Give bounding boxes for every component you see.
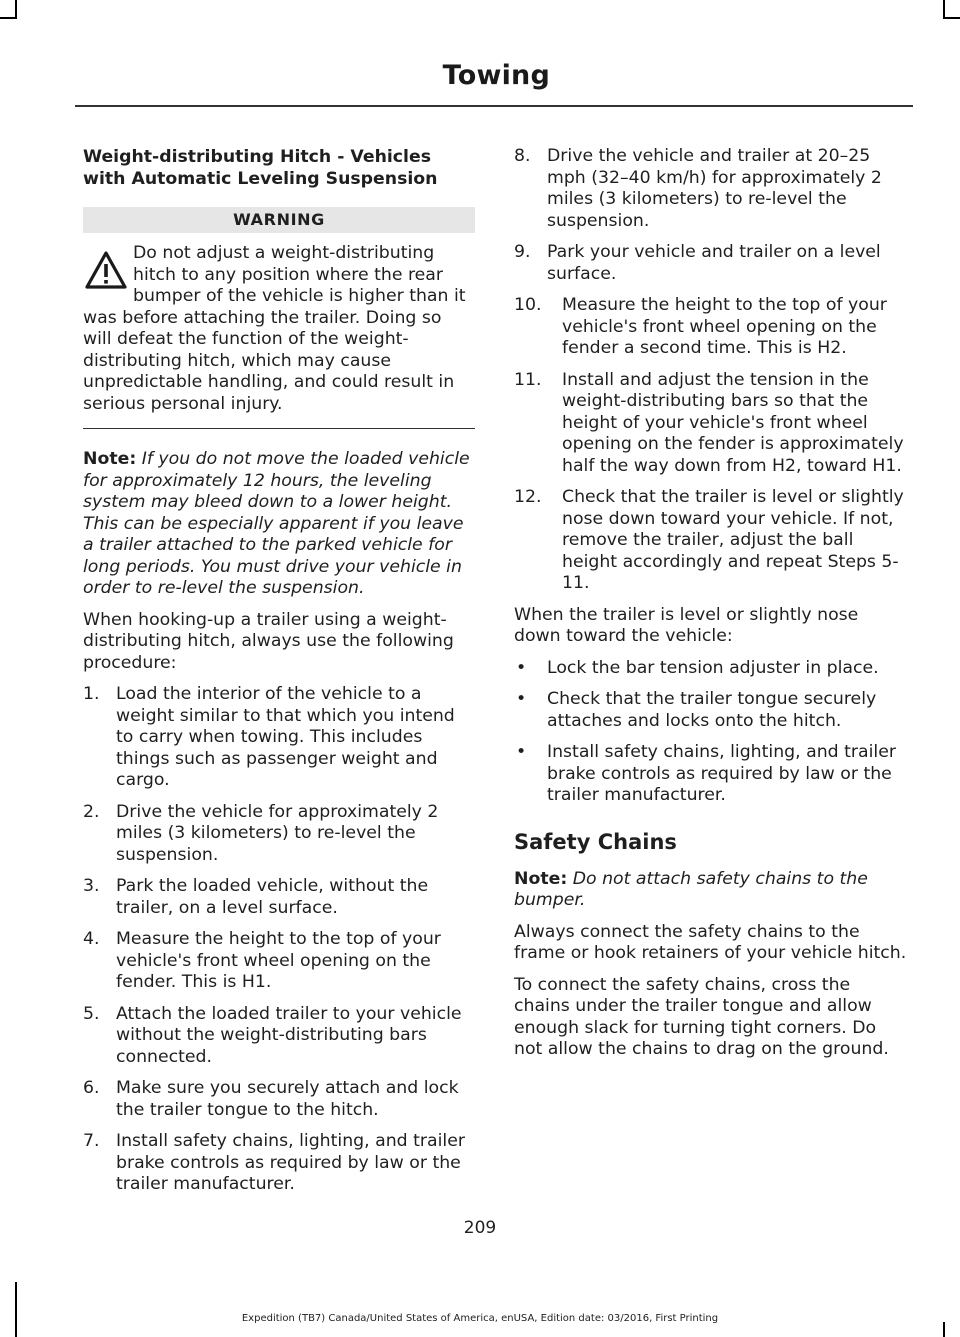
step-item	[83, 929, 475, 994]
step-text: Attach the loaded trailer to your vehicle without the weight-distributing bars connected.	[116, 1003, 462, 1067]
step-number: 5.	[83, 1003, 100, 1024]
step-text: Measure the height to the top of your vehicle's front wheel opening on the fender a second time. This is H2.	[562, 295, 887, 358]
body-paragraph: To connect the safety chains, cross the chains under the trailer tongue and allow enough slack for turning tight corners. Do not allow the chains to drag on the ground.	[514, 974, 889, 1059]
page-title: Towing	[442, 60, 550, 91]
step-number: 3.	[83, 876, 100, 896]
left-column	[83, 146, 475, 1206]
section-title: Safety Chains	[514, 829, 677, 854]
level-intro-paragraph: When the trailer is level or slightly nose down toward the vehicle:	[514, 604, 859, 646]
step-text: Drive the vehicle for approximately 2 miles (3 kilometers) to re-level the suspension.	[116, 801, 439, 865]
warning-label: WARNING	[83, 207, 475, 233]
header-divider	[75, 105, 913, 107]
step-number: 10.	[514, 295, 542, 315]
crop-mark	[15, 1282, 17, 1337]
note-label: Note:	[514, 868, 568, 889]
procedure-steps-continued-2	[514, 295, 908, 595]
footer-text: Expedition (TB7) Canada/United States of America, enUSA, Edition date: 03/2016, First Printing	[241, 1313, 719, 1324]
step-number: 4.	[83, 929, 100, 949]
procedure-steps	[83, 684, 475, 1196]
step-item	[83, 876, 475, 919]
bullet: •	[516, 742, 527, 762]
crop-mark	[943, 17, 960, 19]
crop-mark	[15, 0, 17, 18]
step-text: Park your vehicle and trailer on a level surface.	[547, 242, 881, 284]
step-text: Make sure you securely attach and lock the trailer tongue to the hitch.	[116, 1078, 459, 1120]
step-item	[514, 242, 908, 285]
procedure-steps-continued	[514, 146, 908, 285]
bullet: •	[516, 689, 527, 709]
list-item-text: Install safety chains, lighting, and trailer brake controls as required by law or the trailer manufacturer.	[547, 742, 896, 805]
step-text: Install safety chains, lighting, and trailer brake controls as required by law or the trailer manufacturer.	[116, 1131, 465, 1194]
step-text: Install and adjust the tension in the weight-distributing bars so that the height of your vehicle's front wheel opening on the fender is approximately half the way down from H2, toward H1.	[562, 369, 904, 476]
step-item	[83, 684, 475, 792]
step-item	[514, 295, 908, 360]
step-number: 6.	[83, 1078, 100, 1098]
right-column	[514, 146, 908, 1071]
step-item	[83, 802, 475, 867]
note	[83, 449, 475, 600]
step-item	[514, 487, 908, 595]
step-number: 7.	[83, 1131, 100, 1151]
step-item	[83, 1078, 475, 1121]
section-subheading: Weight-distributing Hitch - Vehicles with Automatic Leveling Suspension	[83, 147, 438, 189]
crop-mark	[943, 1322, 945, 1337]
body-paragraph: Always connect the safety chains to the frame or hook retainers of your vehicle hitch.	[514, 921, 907, 963]
warning-text: Do not adjust a weight-distributing hitch to any position where the rear bumper of the vehicle is higher than it was before attaching the trailer. Doing so will defeat the function of the weight-distributing hitch, which may cause unpredictable handling, and could result in serious personal injury.	[83, 243, 466, 414]
list-item	[514, 742, 908, 807]
step-text: Load the interior of the vehicle to a weight similar to that which you intend to carry when towing. This includes things such as passenger weight and cargo.	[116, 684, 455, 790]
step-number: 8.	[514, 146, 531, 166]
crop-mark	[0, 17, 17, 19]
note	[514, 869, 908, 912]
list-item-text: Lock the bar tension adjuster in place.	[547, 657, 879, 678]
step-text: Check that the trailer is level or slightly nose down toward your vehicle. If not, remove the trailer, adjust the ball height accordingly and repeat Steps 5-11.	[562, 487, 904, 593]
step-number: 2.	[83, 801, 100, 822]
step-item	[514, 370, 908, 478]
step-item	[514, 146, 908, 232]
list-item	[514, 689, 908, 732]
step-text: Drive the vehicle and trailer at 20–25 mph (32–40 km/h) for approximately 2 miles (3 kilometers) to re-level the suspension.	[547, 146, 882, 231]
list-item	[514, 658, 908, 680]
warning-triangle-icon	[83, 249, 129, 293]
checklist	[514, 658, 908, 807]
step-number: 11.	[514, 369, 542, 390]
warning-body	[83, 239, 475, 415]
warning-box	[83, 207, 475, 429]
intro-paragraph: When hooking-up a trailer using a weight-distributing hitch, always use the following procedure:	[83, 609, 454, 673]
crop-mark	[943, 0, 945, 18]
step-item	[83, 1131, 475, 1196]
note-label: Note:	[83, 449, 137, 469]
step-number: 1.	[83, 684, 100, 704]
step-number: 12.	[514, 487, 542, 507]
step-number: 9.	[514, 242, 531, 262]
step-text: Park the loaded vehicle, without the trailer, on a level surface.	[116, 876, 429, 918]
list-item-text: Check that the trailer tongue securely attaches and locks onto the hitch.	[547, 689, 877, 731]
note-text: If you do not move the loaded vehicle for approximately 12 hours, the leveling system may bleed down to a lower height. This can be especially apparent if you leave a trailer attached to the parked vehicle for long periods. You must drive your vehicle in order to re-level the suspension.	[83, 449, 470, 598]
bullet: •	[516, 657, 527, 678]
warning-divider	[83, 428, 475, 429]
step-item	[83, 1004, 475, 1069]
note-text: Do not attach safety chains to the bumper.	[514, 868, 868, 910]
step-text: Measure the height to the top of your vehicle's front wheel opening on the fender. This is H1.	[116, 929, 441, 992]
page-number: 209	[463, 1218, 497, 1238]
